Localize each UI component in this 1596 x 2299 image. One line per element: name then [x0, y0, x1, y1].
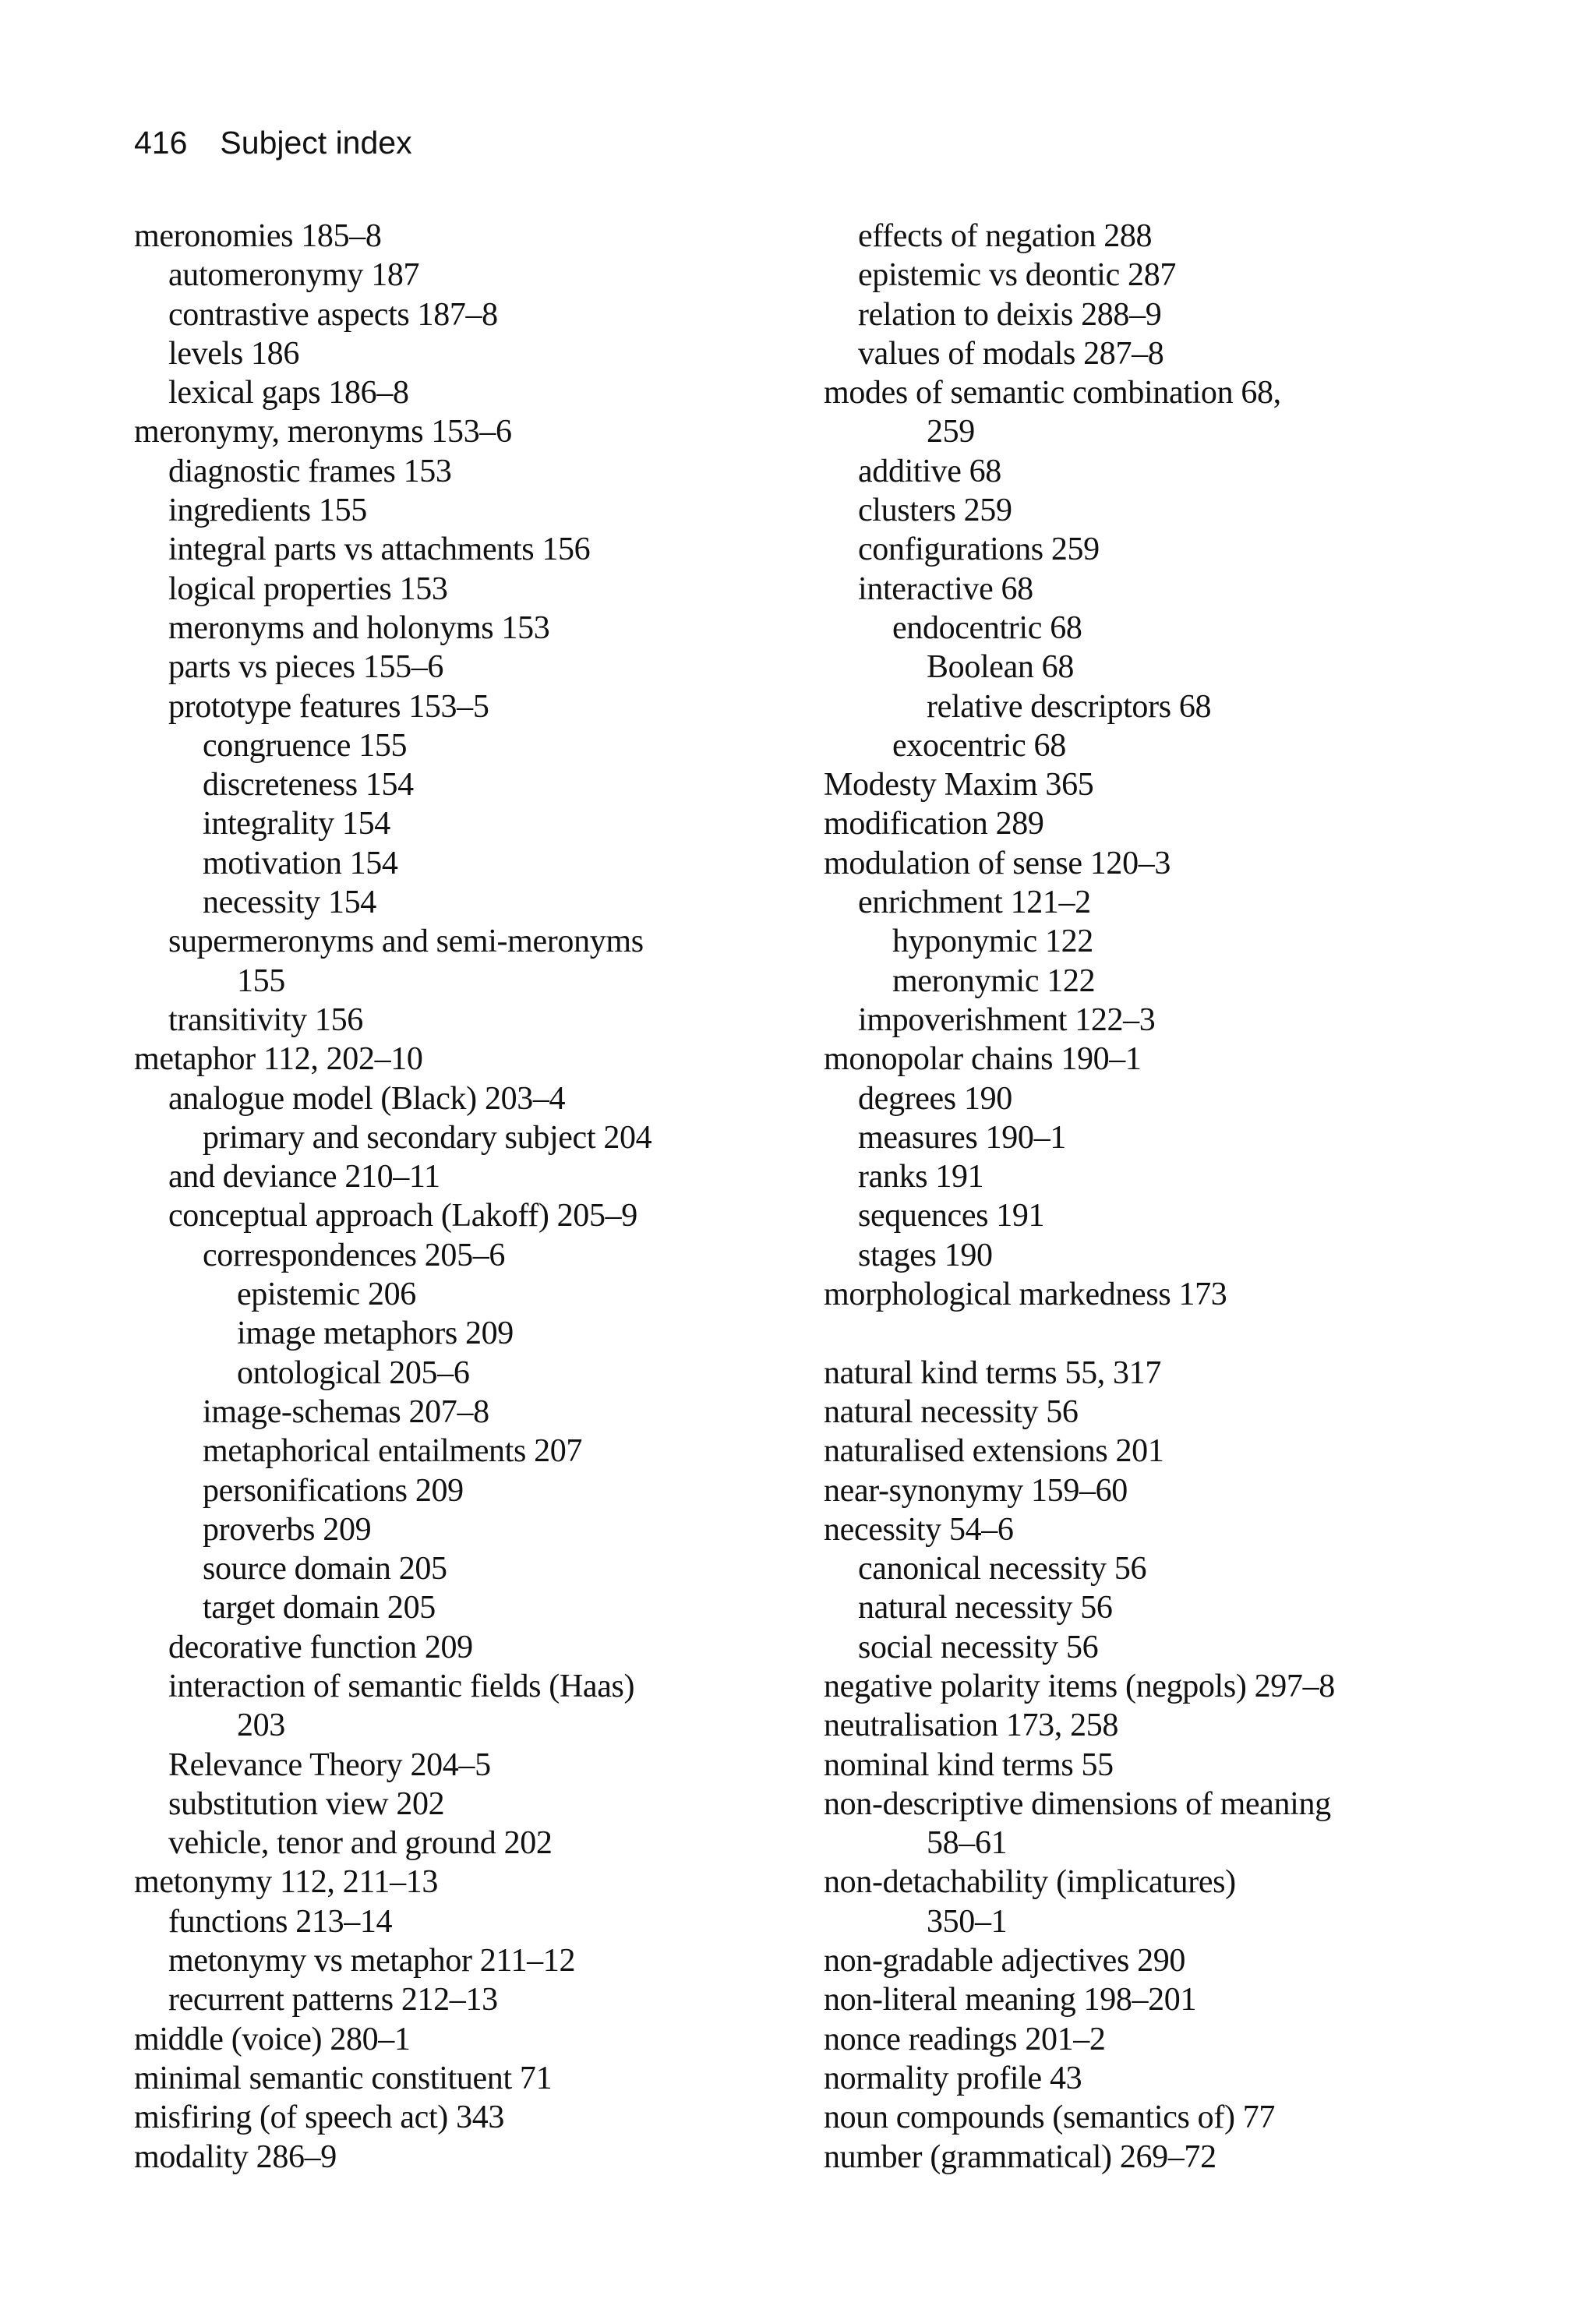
index-entry: epistemic vs deontic 287	[858, 257, 1177, 294]
index-entry: modality 286–9	[134, 2138, 337, 2175]
index-entry: recurrent patterns 212–13	[168, 1982, 498, 2018]
index-entry-continuation: 58–61	[927, 1825, 1008, 1862]
index-entry: Boolean 68	[927, 649, 1074, 686]
index-entry: values of modals 287–8	[858, 335, 1164, 372]
index-entry: degrees 190	[858, 1080, 1012, 1117]
index-entry: and deviance 210–11	[168, 1159, 440, 1195]
index-entry: parts vs pieces 155–6	[168, 649, 444, 686]
index-entry: middle (voice) 280–1	[134, 2021, 411, 2057]
index-entry: prototype features 153–5	[168, 688, 489, 725]
index-entry: non-descriptive dimensions of meaning	[824, 1785, 1331, 1822]
page-title: Subject index	[220, 125, 412, 161]
index-entry: meronomies 185–8	[134, 218, 382, 254]
index-entry: non-literal meaning 198–201	[824, 1982, 1197, 2018]
index-entry: modes of semantic combination 68,	[824, 375, 1281, 411]
index-entry: contrastive aspects 187–8	[168, 296, 498, 333]
index-entry-continuation: 155	[237, 962, 285, 999]
index-entry: normality profile 43	[824, 2060, 1082, 2096]
index-entry: congruence 155	[203, 727, 408, 764]
index-entry: motivation 154	[203, 845, 398, 881]
index-entry: proverbs 209	[203, 1511, 372, 1548]
index-entry: misfiring (of speech act) 343	[134, 2099, 505, 2136]
index-entry-continuation: 259	[927, 414, 975, 450]
index-entry: necessity 54–6	[824, 1511, 1014, 1548]
index-entry: metaphor 112, 202–10	[134, 1041, 423, 1078]
index-entry: ontological 205–6	[237, 1354, 470, 1391]
index-entry: automeronymy 187	[168, 257, 420, 294]
index-entry: substitution view 202	[168, 1785, 445, 1822]
index-entry: diagnostic frames 153	[168, 453, 452, 489]
index-entry: metonymy vs metaphor 211–12	[168, 1943, 576, 1979]
index-entry: hyponymic 122	[892, 923, 1093, 960]
index-entry: correspondences 205–6	[203, 1237, 506, 1273]
index-entry: image metaphors 209	[237, 1315, 514, 1352]
index-entry: epistemic 206	[237, 1277, 416, 1313]
index-column-right	[824, 217, 1335, 2177]
index-entry: social necessity 56	[858, 1629, 1099, 1665]
index-entry: naturalised extensions 201	[824, 1433, 1164, 1470]
index-entry: supermeronyms and semi-meronyms	[168, 923, 644, 960]
index-entry: minimal semantic constituent 71	[134, 2060, 553, 2096]
index-entry: vehicle, tenor and ground 202	[168, 1825, 553, 1862]
index-entry: negative polarity items (negpols) 297–8	[824, 1668, 1335, 1704]
index-entry: metonymy 112, 211–13	[134, 1864, 439, 1901]
index-entry: endocentric 68	[892, 609, 1082, 646]
index-entry: number (grammatical) 269–72	[824, 2138, 1216, 2175]
index-entry: primary and secondary subject 204	[203, 1119, 652, 1156]
index-entry: effects of negation 288	[858, 218, 1153, 254]
index-entry: morphological markedness 173	[824, 1277, 1227, 1313]
index-entry: personifications 209	[203, 1472, 464, 1509]
index-entry: canonical necessity 56	[858, 1551, 1147, 1587]
index-entry: interaction of semantic fields (Haas)	[168, 1668, 635, 1704]
index-entry: integrality 154	[203, 806, 390, 842]
index-entry: analogue model (Black) 203–4	[168, 1080, 566, 1117]
index-entry: functions 213–14	[168, 1903, 393, 1940]
index-entry: measures 190–1	[858, 1119, 1066, 1156]
index-entry: relation to deixis 288–9	[858, 296, 1162, 333]
index-entry: natural kind terms 55, 317	[824, 1354, 1161, 1391]
index-entry: additive 68	[858, 453, 1001, 489]
index-entry: levels 186	[168, 335, 299, 372]
index-entry-continuation: 350–1	[927, 1903, 1008, 1940]
index-entry: configurations 259	[858, 531, 1100, 568]
index-entry: source domain 205	[203, 1551, 447, 1587]
index-entry: nominal kind terms 55	[824, 1746, 1114, 1783]
index-entry: near-synonymy 159–60	[824, 1472, 1128, 1509]
index-entry: ingredients 155	[168, 493, 367, 529]
index-entry: natural necessity 56	[824, 1393, 1079, 1430]
index-entry: conceptual approach (Lakoff) 205–9	[168, 1198, 637, 1234]
index-entry: metaphorical entailments 207	[203, 1433, 583, 1470]
index-entry: clusters 259	[858, 493, 1012, 529]
index-entry: stages 190	[858, 1237, 993, 1273]
index-entry: image-schemas 207–8	[203, 1393, 489, 1430]
index-entry: exocentric 68	[892, 727, 1066, 764]
index-entry: discreteness 154	[203, 767, 414, 803]
index-entry: meronymic 122	[892, 962, 1096, 999]
index-entry-continuation: 203	[237, 1707, 285, 1744]
index-entry: non-gradable adjectives 290	[824, 1943, 1186, 1979]
index-entry: sequences 191	[858, 1198, 1045, 1234]
index-entry: meronyms and holonyms 153	[168, 609, 550, 646]
index-entry: Modesty Maxim 365	[824, 767, 1094, 803]
index-entry: interactive 68	[858, 570, 1033, 607]
index-entry: logical properties 153	[168, 570, 448, 607]
index-entry: lexical gaps 186–8	[168, 375, 409, 411]
page-number: 416	[134, 125, 188, 161]
index-entry: necessity 154	[203, 885, 376, 921]
index-entry: target domain 205	[203, 1590, 436, 1626]
index-entry: natural necessity 56	[858, 1590, 1113, 1626]
index-entry: transitivity 156	[168, 1001, 363, 1038]
index-entry: meronymy, meronyms 153–6	[134, 414, 512, 450]
page-header	[134, 125, 412, 161]
index-entry: nonce readings 201–2	[824, 2021, 1106, 2057]
index-entry: decorative function 209	[168, 1629, 473, 1665]
index-entry: non-detachability (implicatures)	[824, 1864, 1236, 1901]
index-entry: ranks 191	[858, 1159, 984, 1195]
index-entry: relative descriptors 68	[927, 688, 1212, 725]
index-entry: impoverishment 122–3	[858, 1001, 1156, 1038]
index-entry: modification 289	[824, 806, 1044, 842]
index-entry: enrichment 121–2	[858, 885, 1091, 921]
index-entry: modulation of sense 120–3	[824, 845, 1171, 881]
index-entry: noun compounds (semantics of) 77	[824, 2099, 1276, 2136]
index-entry: Relevance Theory 204–5	[168, 1746, 491, 1783]
index-entry: neutralisation 173, 258	[824, 1707, 1119, 1744]
index-spacer	[824, 1314, 1335, 1353]
index-column-left	[134, 217, 651, 2177]
index-entry: integral parts vs attachments 156	[168, 531, 591, 568]
index-entry: monopolar chains 190–1	[824, 1041, 1142, 1078]
